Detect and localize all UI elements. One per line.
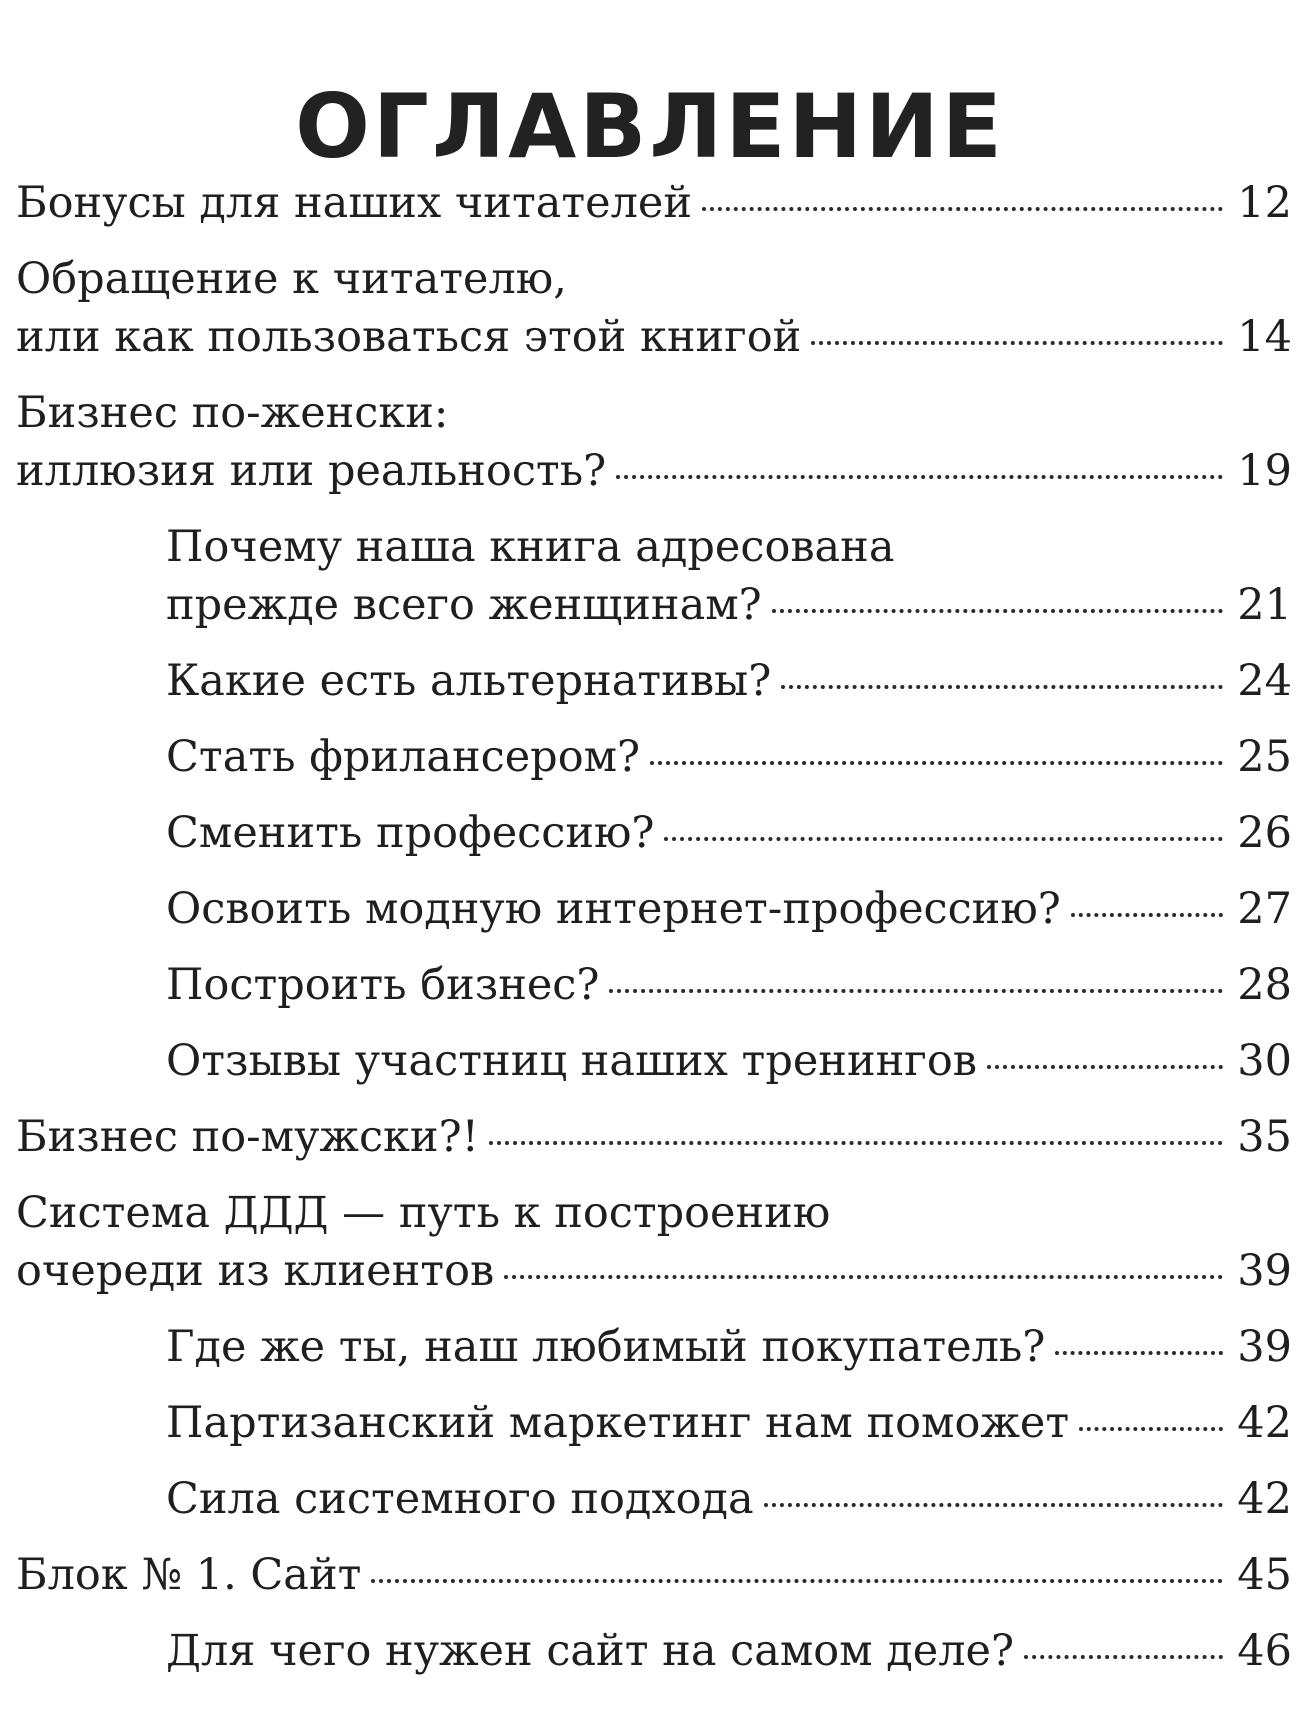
toc-entry[interactable] [16, 1546, 1292, 1604]
toc-entry-title-line: Партизанский маркетинг нам поможет [166, 1398, 1070, 1448]
toc-entry[interactable] [16, 1108, 1292, 1166]
toc-entry-row [166, 1622, 1292, 1680]
toc-entry-row [16, 1108, 1292, 1166]
toc-entry-title-line: прежде всего женщинам? [166, 580, 762, 630]
dot-leader [371, 1579, 1223, 1583]
toc-entry-row [166, 1032, 1292, 1090]
toc-entry[interactable] [16, 1184, 1292, 1300]
dot-leader [987, 1065, 1223, 1069]
toc-entry-title-line: Блок № 1. Сайт [16, 1550, 362, 1600]
toc-entry[interactable] [16, 1032, 1292, 1090]
toc-entry-title-line: Где же ты, наш любимый покупатель? [166, 1322, 1046, 1372]
toc-entry-title-line: Бонусы для наших читателей [16, 178, 693, 228]
dot-leader [772, 609, 1224, 613]
toc-page-number: 14 [1237, 312, 1292, 362]
toc-page-number: 46 [1237, 1626, 1292, 1676]
dot-leader [1071, 913, 1223, 917]
toc-entry[interactable] [16, 174, 1292, 232]
toc-entry-row [166, 804, 1292, 862]
toc-entry-title-line: или как пользоваться этой книгой [16, 312, 802, 362]
toc-entry[interactable] [16, 880, 1292, 938]
dot-leader [1024, 1655, 1223, 1659]
toc-page-number: 12 [1237, 178, 1292, 228]
toc-entry[interactable] [16, 804, 1292, 862]
toc-page-number: 21 [1237, 580, 1292, 630]
toc-page-number: 26 [1237, 808, 1292, 858]
toc-entry[interactable] [16, 1394, 1292, 1452]
toc-page-number: 28 [1237, 960, 1292, 1010]
toc-entry-row [166, 1394, 1292, 1452]
toc-page-number: 39 [1237, 1322, 1292, 1372]
toc-page-number: 42 [1237, 1474, 1292, 1524]
toc-page-number: 19 [1237, 446, 1292, 496]
toc-entry[interactable] [16, 518, 1292, 634]
table-of-contents [16, 174, 1292, 1698]
toc-page-number: 42 [1237, 1398, 1292, 1448]
toc-entry-title-line: Стать фрилансером? [166, 732, 641, 782]
toc-page-number: 45 [1237, 1550, 1292, 1600]
toc-entry-row [16, 1546, 1292, 1604]
dot-leader [489, 1141, 1223, 1145]
dot-leader [616, 475, 1223, 479]
toc-entry-title-line: Сменить профессию? [166, 808, 655, 858]
toc-entry[interactable] [16, 250, 1292, 366]
toc-page-number: 27 [1237, 884, 1292, 934]
dot-leader [1055, 1351, 1223, 1355]
toc-entry-title-line: Какие есть альтернативы? [166, 656, 772, 706]
toc-entry-title-line: Для чего нужен сайт на самом деле? [166, 1626, 1015, 1676]
toc-entry[interactable] [16, 384, 1292, 500]
toc-entry-title-line: Отзывы участниц наших тренингов [166, 1036, 977, 1086]
toc-entry-row [16, 174, 1292, 232]
toc-entry-title-line: очереди из клиентов [16, 1246, 495, 1296]
toc-entry-row [166, 576, 1292, 634]
toc-entry-title-line: Обращение к читателю, [16, 254, 567, 304]
toc-entry-title-line: Система ДДД — путь к построению [16, 1188, 831, 1238]
dot-leader [781, 685, 1223, 689]
toc-page-number: 30 [1237, 1036, 1292, 1086]
toc-entry-row [166, 1470, 1292, 1528]
toc-page-number: 39 [1237, 1246, 1292, 1296]
toc-entry-row [166, 728, 1292, 786]
toc-entry-row [166, 1318, 1292, 1376]
toc-page-number: 35 [1237, 1112, 1292, 1162]
toc-entry[interactable] [16, 728, 1292, 786]
toc-entry-row [16, 308, 1292, 366]
dot-leader [1079, 1427, 1223, 1431]
toc-entry-title-line: Освоить модную интернет-профессию? [166, 884, 1061, 934]
toc-entry-title-line: Построить бизнес? [166, 960, 600, 1010]
toc-page-number: 24 [1237, 656, 1292, 706]
toc-entry-row [166, 956, 1292, 1014]
dot-leader [811, 341, 1223, 345]
dot-leader [664, 837, 1223, 841]
toc-entry[interactable] [16, 1622, 1292, 1680]
toc-page-number: 25 [1237, 732, 1292, 782]
toc-entry[interactable] [16, 956, 1292, 1014]
page-title: ОГЛАВЛЕНИЕ [295, 74, 1005, 178]
toc-entry-title-line: иллюзия или реальность? [16, 446, 607, 496]
toc-entry-title-line: Почему наша книга адресована [166, 522, 895, 572]
toc-entry-title-line: Сила системного подхода [166, 1474, 754, 1524]
toc-entry-row [166, 880, 1292, 938]
dot-leader [609, 989, 1223, 993]
dot-leader [504, 1275, 1223, 1279]
toc-entry[interactable] [16, 1470, 1292, 1528]
toc-entry-row [166, 652, 1292, 710]
dot-leader [702, 207, 1223, 211]
toc-entry-title-line: Бизнес по-мужски?! [16, 1112, 479, 1162]
toc-entry-title-line: Бизнес по-женски: [16, 388, 449, 438]
toc-entry[interactable] [16, 1318, 1292, 1376]
toc-entry-row [16, 442, 1292, 500]
dot-leader [764, 1503, 1224, 1507]
dot-leader [650, 761, 1223, 765]
toc-entry[interactable] [16, 652, 1292, 710]
toc-entry-row [16, 1242, 1292, 1300]
